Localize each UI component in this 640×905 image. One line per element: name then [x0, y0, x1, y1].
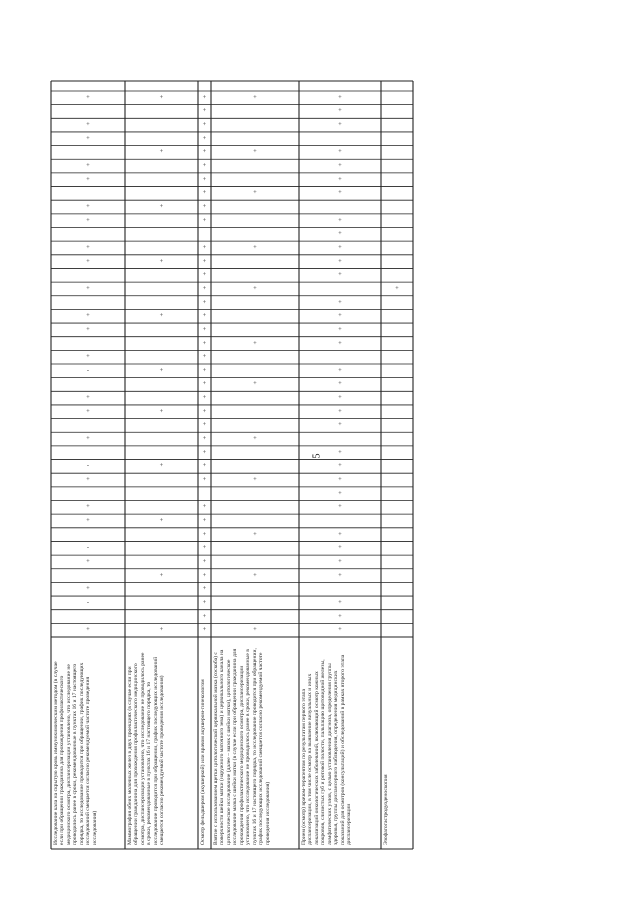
row-mark: +: [338, 626, 342, 634]
row-description: Исследование кала на скрытую кровь иммунохимическим методом (в случае если при обращении гражданина для прохождения профилактического медицинского осмотра, диспансеризации установлено, что исследование не проводилось ранее в сроки, рекомендованные в пунктах 16 и 17 настоящего порядка, то исследование проводится при обращении, график последующих исследований смещается согласно рекомендуемой частоте проведения исследования): [53, 661, 98, 845]
row-mark: +: [86, 134, 90, 142]
row-mark: +: [202, 284, 207, 292]
row-mark: +: [202, 407, 207, 415]
row-mark: +: [159, 571, 164, 579]
row-mark: +: [338, 598, 342, 606]
row-mark: +: [338, 93, 342, 101]
row-mark: +: [86, 394, 90, 402]
row-mark: +: [338, 571, 342, 579]
row-mark: -: [86, 366, 90, 374]
row-mark: +: [202, 516, 207, 524]
row-mark: +: [338, 175, 342, 183]
row-mark: +: [202, 612, 207, 620]
row-mark: -: [86, 598, 90, 606]
row-mark: +: [86, 203, 90, 211]
row-mark: +: [338, 298, 342, 306]
row-mark: +: [202, 339, 207, 347]
row-mark: +: [338, 243, 342, 251]
row-mark: +: [202, 421, 207, 429]
row-mark: +: [202, 203, 207, 211]
row-mark: +: [253, 93, 257, 101]
row-mark: +: [338, 380, 342, 388]
row-mark: +: [86, 312, 90, 320]
row-mark: +: [338, 476, 342, 484]
row-mark: +: [159, 407, 164, 415]
row-mark: +: [253, 435, 257, 443]
row-mark: +: [338, 612, 342, 620]
row-mark: +: [338, 107, 342, 115]
row-mark: +: [338, 216, 342, 224]
row-mark: +: [202, 148, 207, 156]
row-mark: +: [202, 544, 207, 552]
row-mark: -: [86, 462, 90, 470]
row-mark: +: [338, 489, 342, 497]
row-mark: +: [395, 284, 399, 292]
row-mark: +: [86, 257, 90, 265]
row-mark: +: [202, 462, 207, 470]
row-description: Взятие с использованием щетки цитологической цервикальной мазка (соскоба) с поверхности шейки матки (наружного маточного зева) и цервикального канала на цитологическое исследование (далее – мазок с шейки матки), цитологическое исследование мазка с шейки матки (в случае если при обращении гражданина для прохождения профилактического медицинского осмотра, диспансеризации установлено, что исследование не проводилось ранее в сроки, рекомендованные в пунктах 16 и 17 настоящего порядка, то исследование проводится при обращении, график последующих исследований смещается согласно рекомендуемой частоте проведения исследования): [213, 648, 271, 845]
row-description: Осмотр фельдшером (акушеркой) или врачом акушером-гинекологом: [200, 679, 206, 845]
row-mark: +: [253, 626, 257, 634]
row-mark: +: [202, 571, 207, 579]
row-mark: +: [338, 148, 342, 156]
age-schedule-table: [51, 81, 413, 849]
row-mark: +: [86, 585, 90, 593]
row-mark: +: [338, 394, 342, 402]
row-mark: +: [202, 134, 207, 142]
row-mark: +: [253, 148, 257, 156]
row-mark: +: [253, 571, 257, 579]
row-description: Прием (осмотр) врачом-терапевтом по результатам первого этапа диспансеризации, в том числе осмотр на выявление визуальных и иных локализаций онкологических заболеваний, включающий осмотр кожных покровов, слизистых губ и ротовой полости, пальпацию щитовидной железы, лимфатических узлов, с целью установления диагноза, определения группы здоровья, группы диспансерного наблюдения, определения медицинских показаний для осмотров (консультаций) и обследований в рамках второго этапа диспансеризации: [301, 654, 353, 845]
row-mark: +: [202, 189, 207, 197]
row-mark: +: [338, 121, 342, 129]
row-mark: +: [338, 189, 342, 197]
row-mark: +: [253, 189, 257, 197]
row-mark: +: [86, 93, 90, 101]
row-mark: +: [202, 257, 207, 265]
row-description: Эзофагогастродуоденоскопия: [383, 774, 389, 845]
row-mark: +: [338, 530, 342, 538]
row-mark: +: [159, 203, 164, 211]
row-mark: +: [202, 107, 207, 115]
row-mark: +: [202, 626, 207, 634]
row-mark: +: [202, 503, 207, 511]
row-mark: +: [159, 462, 164, 470]
row-mark: +: [159, 516, 164, 524]
page-number: 5: [311, 453, 323, 459]
row-mark: +: [202, 476, 207, 484]
row-mark: +: [202, 435, 207, 443]
row-mark: +: [253, 380, 257, 388]
row-mark: +: [159, 312, 164, 320]
row-mark: +: [338, 544, 342, 552]
row-mark: +: [338, 421, 342, 429]
row-mark: +: [338, 462, 342, 470]
row-mark: +: [338, 257, 342, 265]
row-mark: +: [338, 339, 342, 347]
row-mark: +: [159, 626, 164, 634]
row-mark: +: [202, 271, 207, 279]
row-mark: +: [338, 312, 342, 320]
row-mark: +: [253, 339, 257, 347]
row-mark: +: [202, 325, 207, 333]
row-mark: +: [202, 380, 207, 388]
row-mark: +: [202, 557, 207, 565]
row-mark: +: [202, 585, 207, 593]
row-mark: +: [338, 407, 342, 415]
row-mark: +: [338, 162, 342, 170]
row-mark: +: [253, 243, 257, 251]
row-mark: +: [86, 476, 90, 484]
row-mark: +: [338, 503, 342, 511]
row-mark: +: [202, 530, 207, 538]
row-mark: +: [86, 325, 90, 333]
row-mark: +: [86, 121, 90, 129]
row-mark: +: [202, 312, 207, 320]
row-mark: +: [159, 148, 164, 156]
row-mark: +: [202, 121, 207, 129]
row-mark: +: [202, 394, 207, 402]
row-mark: +: [86, 407, 90, 415]
row-mark: +: [202, 93, 207, 101]
row-mark: +: [202, 216, 207, 224]
row-mark: +: [202, 243, 207, 251]
row-mark: +: [86, 175, 90, 183]
row-mark: +: [202, 366, 207, 374]
row-mark: +: [338, 271, 342, 279]
row-mark: -: [86, 544, 90, 552]
row-mark: +: [86, 516, 90, 524]
row-mark: +: [86, 353, 90, 361]
row-mark: +: [338, 557, 342, 565]
row-mark: +: [253, 284, 257, 292]
row-mark: +: [86, 243, 90, 251]
row-mark: +: [253, 476, 257, 484]
row-mark: +: [253, 530, 257, 538]
row-mark: +: [202, 175, 207, 183]
row-mark: +: [159, 366, 164, 374]
row-mark: +: [202, 353, 207, 361]
row-mark: +: [86, 435, 90, 443]
row-mark: +: [86, 216, 90, 224]
row-mark: +: [86, 626, 90, 634]
row-mark: +: [159, 93, 164, 101]
row-mark: +: [338, 366, 342, 374]
row-description: Маммография обеих молочных желез в двух проекциях (в случае если при обращении гражданина для прохождения профилактического медицинского осмотра, диспансеризации установлено, что исследование не проводилось ранее в сроки, рекомендованные в пунктах 16 и 17 настоящего порядка, то исследование проводится при обращении, график последующих исследований смещается согласно рекомендуемой частоте проведения исследования): [127, 652, 166, 845]
row-mark: +: [86, 557, 90, 565]
row-mark: +: [338, 230, 342, 238]
row-mark: +: [86, 284, 90, 292]
row-mark: +: [338, 325, 342, 333]
row-mark: +: [86, 162, 90, 170]
row-mark: +: [202, 598, 207, 606]
row-mark: +: [202, 448, 207, 456]
row-mark: +: [202, 298, 207, 306]
row-mark: +: [202, 162, 207, 170]
row-mark: +: [159, 257, 164, 265]
row-mark: +: [86, 503, 90, 511]
row-mark: +: [338, 448, 342, 456]
